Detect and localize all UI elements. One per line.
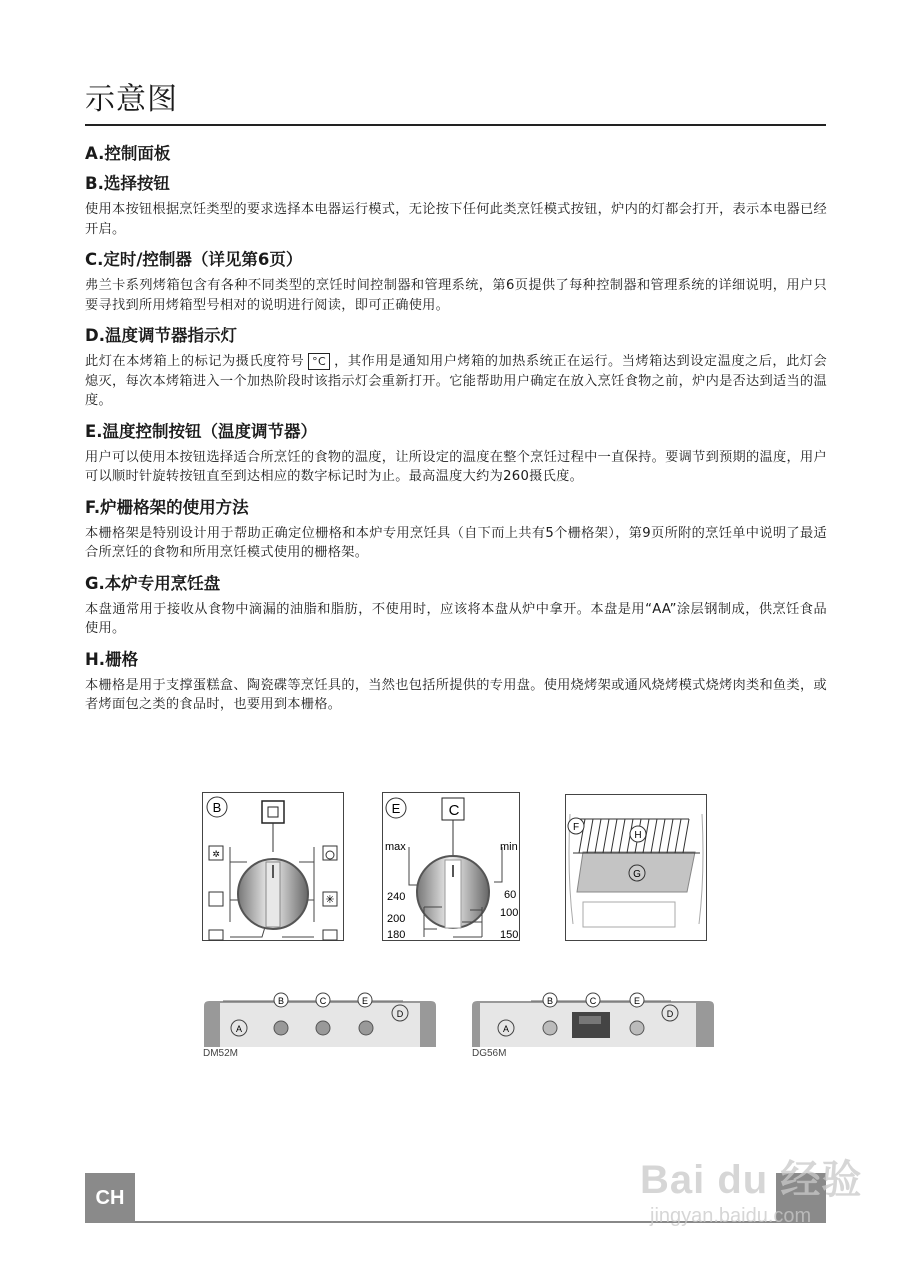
celsius-symbol: °C — [308, 353, 330, 370]
section-c — [85, 246, 827, 315]
section-heading: H.栅格 — [85, 649, 139, 669]
label-e: E — [633, 996, 641, 1006]
label-a: A — [235, 1024, 243, 1034]
tick-240: 240 — [387, 891, 406, 903]
label-g: G — [633, 869, 641, 880]
model-label-dm52m: DM52M — [203, 1048, 239, 1059]
sections — [85, 140, 827, 722]
page-title: 示意图 — [85, 82, 178, 117]
section-d — [85, 322, 827, 411]
label-e: E — [391, 801, 401, 816]
section-g — [85, 570, 827, 639]
section-e — [85, 418, 827, 487]
section-heading: C.定时/控制器（详见第6页） — [85, 250, 303, 269]
body-text: ，其作用是通知用户烤箱的加热系统正在运行。当烤箱达到设定温度之后，此灯会熄灭，每次本烤箱进入一个加热阶段时该指示灯会重新打开。它能帮助用户确定在放入烹饪食物之前，炉内是否达到适当的温度。 — [85, 354, 827, 408]
svg-text:✳: ✳ — [325, 893, 335, 906]
section-body: 本盘通常用于接收从食物中滴漏的油脂和脂肪，不使用时，应该将本盘从炉中拿开。本盘是用“AA”涂层钢制成，供烹饪食品使用。 — [85, 601, 827, 636]
section-body: 弗兰卡系列烤箱包含有各种不同类型的烹饪时间控制器和管理系统，第6页提供了每种控制器和管理系统的详细说明，用户只要寻找到所用烤箱型号相对的说明进行阅读，即可正确使用。 — [85, 278, 827, 313]
model-label-dg56m: DG56M — [472, 1048, 507, 1059]
label-b: B — [546, 996, 554, 1006]
section-heading: F.炉栅格架的使用方法 — [85, 497, 249, 517]
label-a: A — [502, 1024, 510, 1034]
section-heading: B.选择按钮 — [85, 174, 170, 193]
section-b — [85, 170, 827, 239]
body-text: 此灯在本烤箱上的标记为摄氏度符号 — [85, 354, 305, 369]
section-body — [85, 352, 827, 411]
section-a — [85, 140, 827, 170]
baidu-watermark — [640, 1148, 862, 1228]
label-b: B — [277, 996, 285, 1006]
celsius-unit: C — [448, 802, 460, 819]
oven-interior-diagram — [565, 794, 707, 941]
tick-150: 150 — [500, 929, 519, 941]
tick-100: 100 — [500, 907, 519, 919]
section-body: 本栅格架是特别设计用于帮助正确定位栅格和本炉专用烹饪具（自下而上共有5个栅格架），第9页所附的烹饪单中说明了最适合所烹饪的食物和所用烹饪模式使用的栅格架。 — [85, 525, 827, 560]
watermark-brand: Bai du 经验 — [640, 1158, 863, 1202]
max-label: max — [385, 841, 406, 853]
thermostat-knob-diagram — [382, 792, 520, 941]
label-f: F — [572, 822, 580, 833]
section-body: 使用本按钮根据烹饪类型的要求选择本电器运行模式，无论按下任何此类烹饪模式按钮，炉内的灯都会打开，表示本电器已经开启。 — [85, 202, 827, 237]
section-body: 用户可以使用本按钮选择适合所烹饪的食物的温度，让所设定的温度在整个烹饪过程中一直保持。要调节到预期的温度，用户可以顺时针旋转按钮直至到达相应的数字标记时为止。最高温度大约为260摄氏度。 — [85, 449, 827, 484]
section-body: 本栅格是用于支撑蛋糕盒、陶瓷碟等烹饪具的，当然也包括所提供的专用盘。使用烧烤架或通风烧烤模式烧烤肉类和鱼类，或者烤面包之类的食品时，也要用到本栅格。 — [85, 677, 827, 712]
label-b: B — [212, 800, 222, 815]
title-rule — [85, 124, 826, 126]
control-panel-dg56m — [471, 990, 716, 1048]
tick-180: 180 — [387, 929, 406, 941]
label-c: C — [589, 996, 597, 1006]
tick-200: 200 — [387, 913, 406, 925]
tick-60: 60 — [504, 889, 517, 901]
language-tab: CH — [85, 1173, 135, 1223]
svg-text:✲: ✲ — [212, 850, 220, 860]
section-h — [85, 646, 827, 715]
label-h: H — [634, 830, 642, 841]
label-d: D — [396, 1009, 404, 1019]
section-heading: E.温度控制按钮（温度调节器） — [85, 421, 318, 441]
label-e: E — [361, 996, 369, 1006]
watermark-url: jingyan.baidu.com — [650, 1205, 812, 1227]
section-heading: D.温度调节器指示灯 — [85, 326, 237, 345]
section-heading: A.控制面板 — [85, 144, 171, 163]
section-f — [85, 494, 827, 563]
control-panel-dm52m — [203, 990, 439, 1048]
section-heading: G.本炉专用烹饪盘 — [85, 573, 221, 593]
selector-knob-diagram — [202, 792, 344, 941]
label-d: D — [666, 1009, 674, 1019]
min-label: min — [500, 841, 518, 853]
label-c: C — [319, 996, 327, 1006]
